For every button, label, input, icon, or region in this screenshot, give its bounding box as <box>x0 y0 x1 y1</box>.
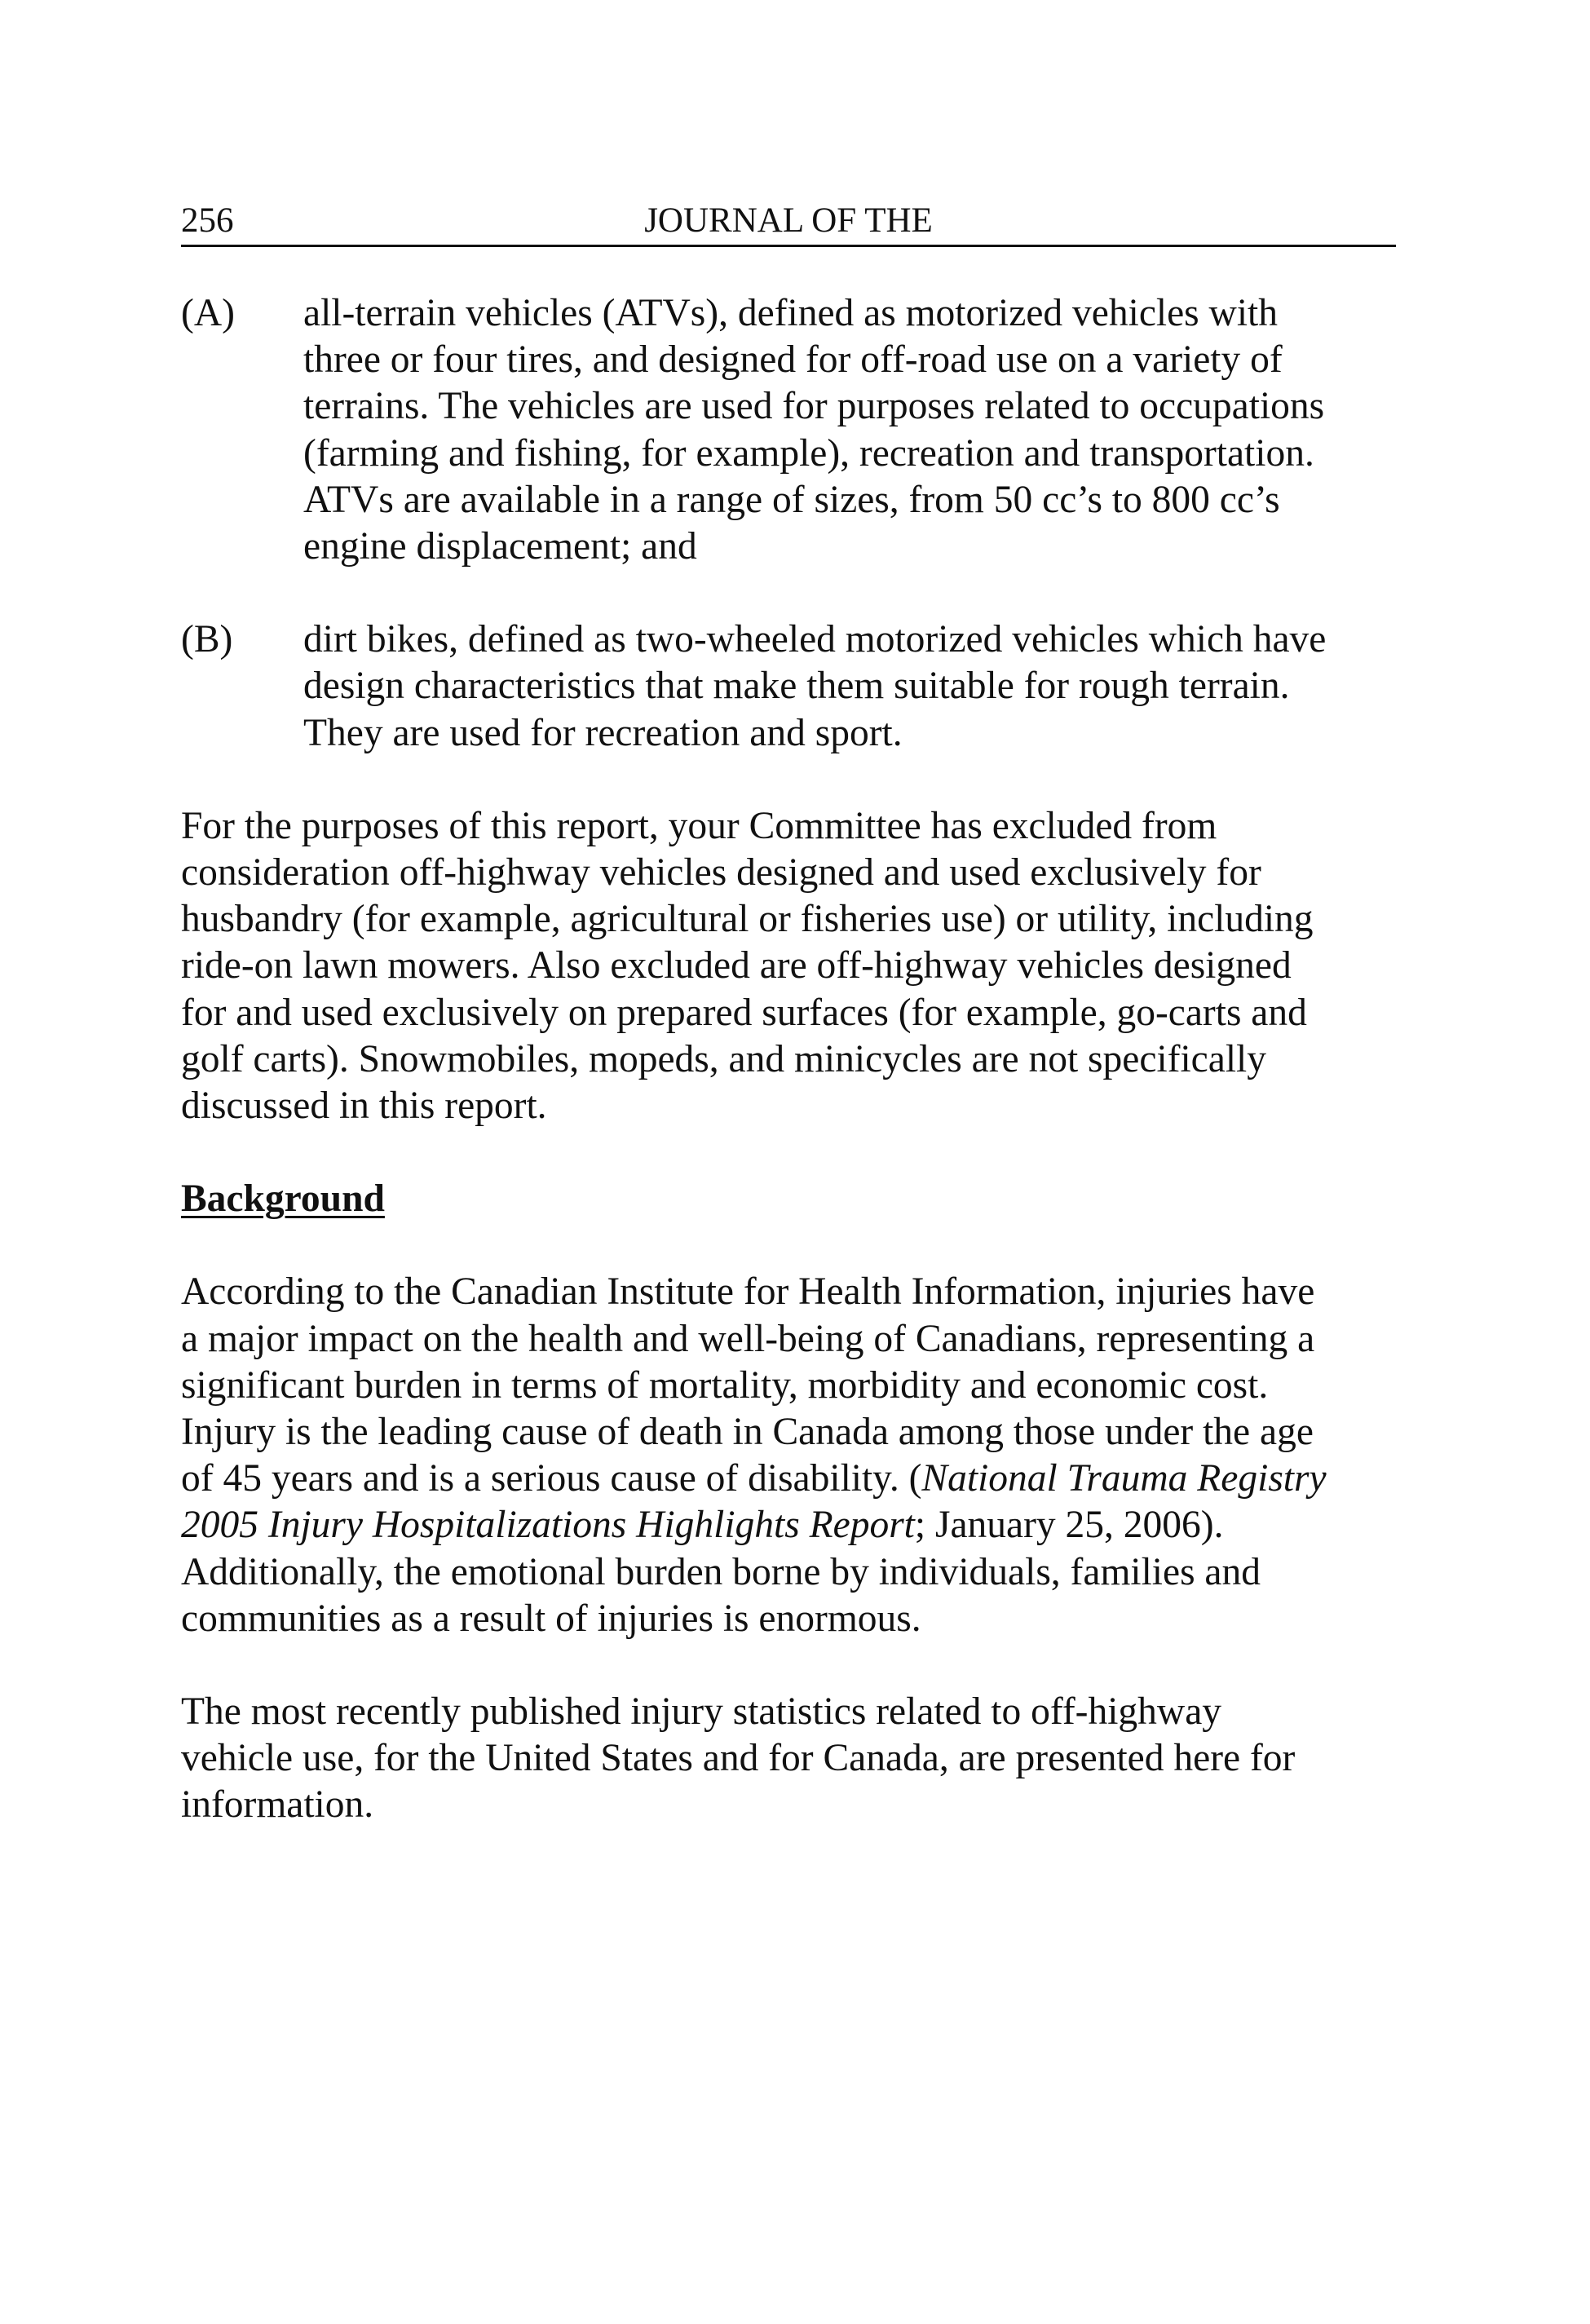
paragraph-line: discussed in this report. <box>181 1085 547 1128</box>
paragraph-line: for and used exclusively on prepared surfaces (for example, go-carts and <box>181 991 1307 1034</box>
item-text-line: all-terrain vehicles (ATVs), defined as motorized vehicles with <box>303 292 1278 334</box>
paragraph-line: consideration off-highway vehicles designed and used exclusively for <box>181 851 1261 895</box>
paragraph-line: significant burden in terms of mortality, morbidity and economic cost. <box>181 1363 1269 1407</box>
definition-item-b <box>181 616 1396 757</box>
background-paragraph-1 <box>181 1269 1396 1642</box>
definition-item-a <box>181 290 1396 570</box>
paragraph-line: Additionally, the emotional burden borne by individuals, families and <box>181 1550 1261 1593</box>
background-paragraph-2 <box>181 1689 1396 1829</box>
item-text-line: (farming and fishing, for example), recreation and transportation. <box>303 431 1314 475</box>
item-text-line: design characteristics that make them suitable for rough terrain. <box>303 665 1290 708</box>
paragraph-line: vehicle use, for the United States and for Canada, are presented here for <box>181 1737 1296 1780</box>
citation-title: National Trauma Registry <box>921 1457 1327 1500</box>
paragraph-line: information. <box>181 1783 374 1827</box>
citation-date: ; January 25, 2006). <box>914 1504 1224 1547</box>
item-marker: (A) <box>181 292 235 334</box>
paragraph-line: communities as a result of injuries is enormous. <box>181 1597 921 1640</box>
item-text-line: three or four tires, and designed for off-road use on a variety of <box>303 338 1283 382</box>
item-text-line: engine displacement; and <box>303 525 697 568</box>
running-header <box>181 197 1396 247</box>
paragraph-line: Injury is the leading cause of death in Canada among those under the age <box>181 1411 1314 1454</box>
paragraph-line: of 45 years and is a serious cause of disability. ( <box>181 1457 922 1500</box>
paragraph-line: ride-on lawn mowers. Also excluded are off-highway vehicles designed <box>181 944 1292 987</box>
paragraph-line: a major impact on the health and well-being of Canadians, representing a <box>181 1317 1315 1360</box>
item-text-line: dirt bikes, defined as two-wheeled motorized vehicles which have <box>303 618 1327 661</box>
item-text-line: ATVs are available in a range of sizes, from 50 cc’s to 800 cc’s <box>303 478 1280 521</box>
exclusions-paragraph <box>181 803 1396 1129</box>
section-heading-background: Background <box>181 1177 385 1221</box>
item-text-line: terrains. The vehicles are used for purposes related to occupations <box>303 385 1325 428</box>
page-body <box>181 290 1396 1876</box>
paragraph-line: For the purposes of this report, your Committee has excluded from <box>181 804 1217 847</box>
citation-title: 2005 Injury Hospitalizations Highlights Report <box>181 1504 915 1547</box>
paragraph-line: golf carts). Snowmobiles, mopeds, and minicycles are not specifically <box>181 1037 1266 1080</box>
journal-title: JOURNAL OF THE <box>644 201 933 240</box>
item-marker: (B) <box>181 618 233 661</box>
paragraph-line: According to the Canadian Institute for Health Information, injuries have <box>181 1270 1315 1314</box>
item-text-line: They are used for recreation and sport. <box>303 711 903 754</box>
page-number: 256 <box>181 201 234 240</box>
paragraph-line: husbandry (for example, agricultural or fisheries use) or utility, including <box>181 898 1314 941</box>
paragraph-line: The most recently published injury statistics related to off-highway <box>181 1690 1222 1734</box>
